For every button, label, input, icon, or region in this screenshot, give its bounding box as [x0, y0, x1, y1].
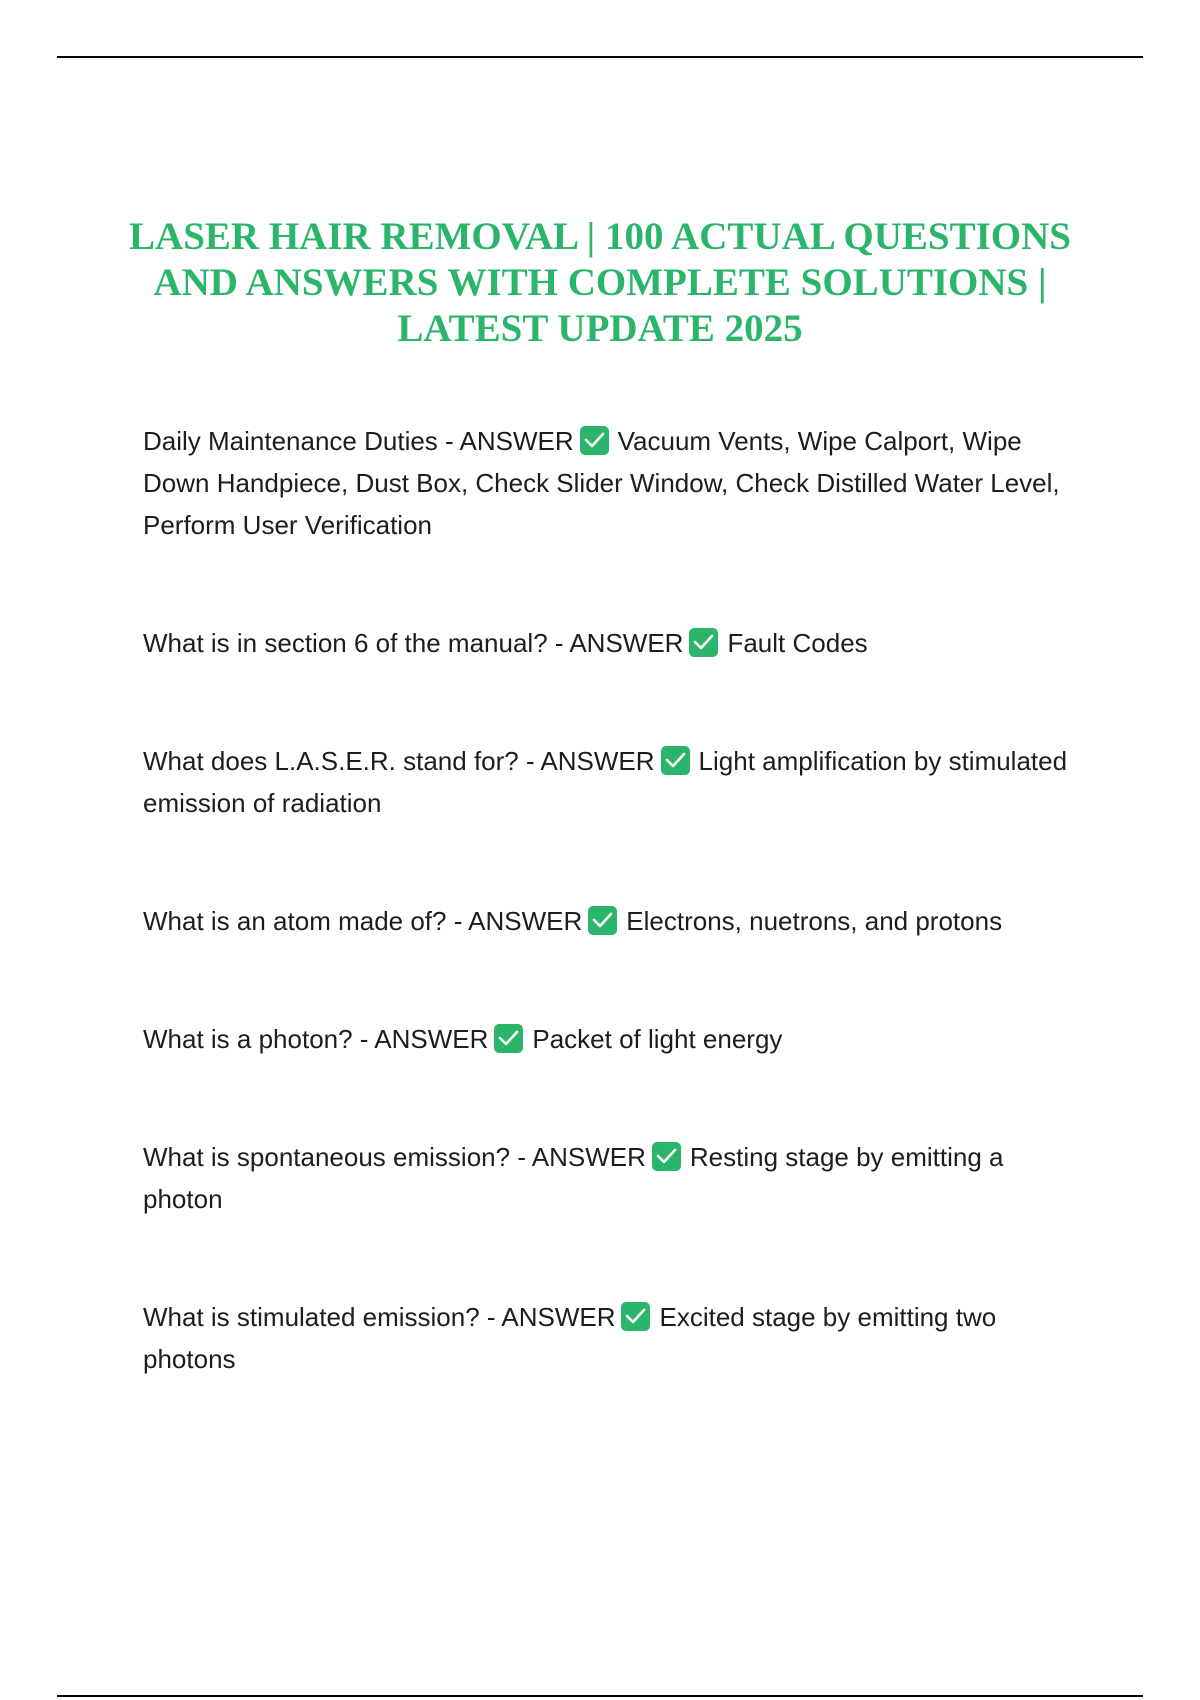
question-text: What is a photon? [143, 1024, 353, 1054]
answer-text: Light amplification by stimulated emission of radiation [143, 746, 1068, 818]
qa-list [143, 420, 1073, 1380]
separator: - [352, 1024, 375, 1054]
bottom-rule [57, 1695, 1143, 1697]
checkmark-icon [494, 1024, 523, 1053]
separator: - [437, 426, 460, 456]
document-title: LASER HAIR REMOVAL | 100 ACTUAL QUESTIONS AND ANSWERS WITH COMPLETE SOLUTIONS | LATEST UPDATE 2025 [129, 215, 1071, 350]
answer-marker: ANSWER [468, 906, 583, 936]
qa-item-daily-maintenance [143, 420, 1073, 546]
checkmark-icon [588, 906, 617, 935]
checkmark-icon [689, 628, 718, 657]
qa-item-stimulated-emission [143, 1296, 1073, 1380]
question-text: What is spontaneous emission? [143, 1142, 511, 1172]
separator: - [446, 906, 469, 936]
answer-text: Vacuum Vents, Wipe Calport, Wipe Down Handpiece, Dust Box, Check Slider Window, Check Distilled Water Level, Perform User Verification [143, 426, 1060, 540]
answer-marker: ANSWER [531, 1142, 646, 1172]
answer-marker: ANSWER [569, 628, 684, 658]
checkmark-icon [580, 426, 609, 455]
answer-marker: ANSWER [540, 746, 655, 776]
answer-text: Excited stage by emitting two photons [143, 1302, 997, 1374]
answer-text: Packet of light energy [532, 1024, 783, 1054]
answer-text: Fault Codes [727, 628, 868, 658]
top-rule [57, 56, 1143, 58]
separator: - [547, 628, 570, 658]
answer-marker: ANSWER [501, 1302, 616, 1332]
separator: - [518, 746, 541, 776]
checkmark-icon [621, 1302, 650, 1331]
qa-item-spontaneous-emission [143, 1136, 1073, 1220]
question-text: What does L.A.S.E.R. stand for? [143, 746, 519, 776]
answer-marker: ANSWER [459, 426, 574, 456]
qa-item-section-6 [143, 622, 1073, 664]
question-text: What is in section 6 of the manual? [143, 628, 548, 658]
question-text: What is stimulated emission? [143, 1302, 480, 1332]
separator: - [510, 1142, 532, 1172]
separator: - [479, 1302, 502, 1332]
answer-marker: ANSWER [374, 1024, 489, 1054]
qa-item-photon [143, 1018, 1073, 1060]
checkmark-icon [661, 746, 690, 775]
question-text: Daily Maintenance Duties [143, 426, 438, 456]
checkmark-icon [652, 1142, 681, 1171]
qa-item-atom [143, 900, 1073, 942]
answer-text: Electrons, nuetrons, and protons [626, 906, 1003, 936]
question-text: What is an atom made of? [143, 906, 447, 936]
qa-item-laser-acronym [143, 740, 1073, 824]
answer-text: Resting stage by emitting a photon [143, 1142, 1004, 1214]
